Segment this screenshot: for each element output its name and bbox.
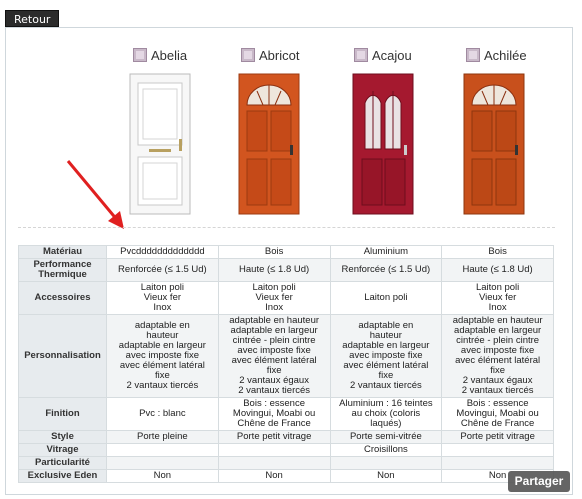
product-header-acajou[interactable]	[354, 45, 412, 65]
product-name: Acajou	[372, 47, 412, 63]
table-cell: Laiton poli	[330, 282, 442, 315]
table-cell	[107, 444, 219, 457]
row-label: Accessoires	[19, 282, 107, 315]
table-cell: Haute (≤ 1.8 Ud)	[442, 259, 554, 282]
table-cell: Bois : essence Movingui, Moabi ou Chêne de France	[442, 398, 554, 431]
product-name: Abricot	[259, 47, 300, 63]
table-row	[19, 315, 554, 398]
row-label: Matériau	[19, 246, 107, 259]
table-cell: Aluminium	[330, 246, 442, 259]
table-cell	[218, 457, 330, 470]
table-cell: Renforcée (≤ 1.5 Ud)	[330, 259, 442, 282]
door-image-abelia[interactable]	[129, 73, 191, 215]
table-cell: Renforcée (≤ 1.5 Ud)	[107, 259, 219, 282]
share-button[interactable]: Partager	[508, 471, 570, 492]
table-cell: Non	[330, 470, 442, 483]
table-cell	[442, 457, 554, 470]
product-name: Achilée	[484, 47, 527, 63]
table-cell: adaptable en hauteur adaptable en largeur cintrée - plein cintre avec imposte fixe avec élément latéral fixe 2 vantaux égaux 2 vantaux tiercés	[442, 315, 554, 398]
back-button[interactable]: Retour	[5, 10, 59, 27]
product-name: Abelia	[151, 47, 188, 63]
row-label: Particularité	[19, 457, 107, 470]
product-header-abricot[interactable]	[241, 45, 299, 65]
table-row	[19, 444, 554, 457]
table-cell: Bois : essence Movingui, Moabi ou Chêne de France	[218, 398, 330, 431]
table-cell: adaptable en hauteur adaptable en largeur cintrée - plein cintre avec imposte fixe avec élément latéral fixe 2 vantaux égaux 2 vantaux tiercés	[218, 315, 330, 398]
red-arrow-icon	[60, 155, 130, 235]
door-image-acajou[interactable]	[352, 73, 414, 215]
table-cell	[330, 457, 442, 470]
row-label: Performance Thermique	[19, 259, 107, 282]
product-header-abelia[interactable]	[133, 45, 187, 65]
table-cell	[218, 444, 330, 457]
table-cell: Laiton poli Vieux fer Inox	[442, 282, 554, 315]
table-cell	[442, 444, 554, 457]
row-label: Personnalisation	[19, 315, 107, 398]
table-row	[19, 282, 554, 315]
comparison-table	[18, 245, 554, 483]
product-thumbnail-icon	[241, 48, 255, 62]
table-cell: Bois	[442, 246, 554, 259]
table-cell: Porte petit vitrage	[442, 431, 554, 444]
table-cell: Porte pleine	[107, 431, 219, 444]
table-row	[19, 457, 554, 470]
table-cell: adaptable en hauteur adaptable en largeur avec imposte fixe avec élément latéral fixe 2 vantaux tiercés	[107, 315, 219, 398]
product-header-achilee[interactable]	[466, 45, 527, 65]
table-cell: Aluminium : 16 teintes au choix (coloris laqués)	[330, 398, 442, 431]
table-cell: Porte petit vitrage	[218, 431, 330, 444]
door-image-achilee[interactable]	[463, 73, 525, 215]
row-label: Exclusive Eden	[19, 470, 107, 483]
table-cell: Non	[442, 470, 554, 483]
door-image-abricot[interactable]	[238, 73, 300, 215]
table-row	[19, 470, 554, 483]
row-label: Vitrage	[19, 444, 107, 457]
table-cell: Porte semi-vitrée	[330, 431, 442, 444]
table-cell: Pvcddddddddddddd	[107, 246, 219, 259]
table-row	[19, 246, 554, 259]
product-thumbnail-icon	[354, 48, 368, 62]
table-cell	[107, 457, 219, 470]
table-row	[19, 398, 554, 431]
table-cell: Non	[107, 470, 219, 483]
table-cell: Pvc : blanc	[107, 398, 219, 431]
row-label: Style	[19, 431, 107, 444]
separator	[18, 227, 555, 228]
table-row	[19, 431, 554, 444]
table-cell: adaptable en hauteur adaptable en largeur avec imposte fixe avec élément latéral fixe 2 vantaux tiercés	[330, 315, 442, 398]
table-cell: Laiton poli Vieux fer Inox	[107, 282, 219, 315]
table-cell: Bois	[218, 246, 330, 259]
product-thumbnail-icon	[133, 48, 147, 62]
row-label: Finition	[19, 398, 107, 431]
product-thumbnail-icon	[466, 48, 480, 62]
table-cell: Non	[218, 470, 330, 483]
table-row	[19, 259, 554, 282]
table-cell: Haute (≤ 1.8 Ud)	[218, 259, 330, 282]
table-cell: Croisillons	[330, 444, 442, 457]
table-cell: Laiton poli Vieux fer Inox	[218, 282, 330, 315]
